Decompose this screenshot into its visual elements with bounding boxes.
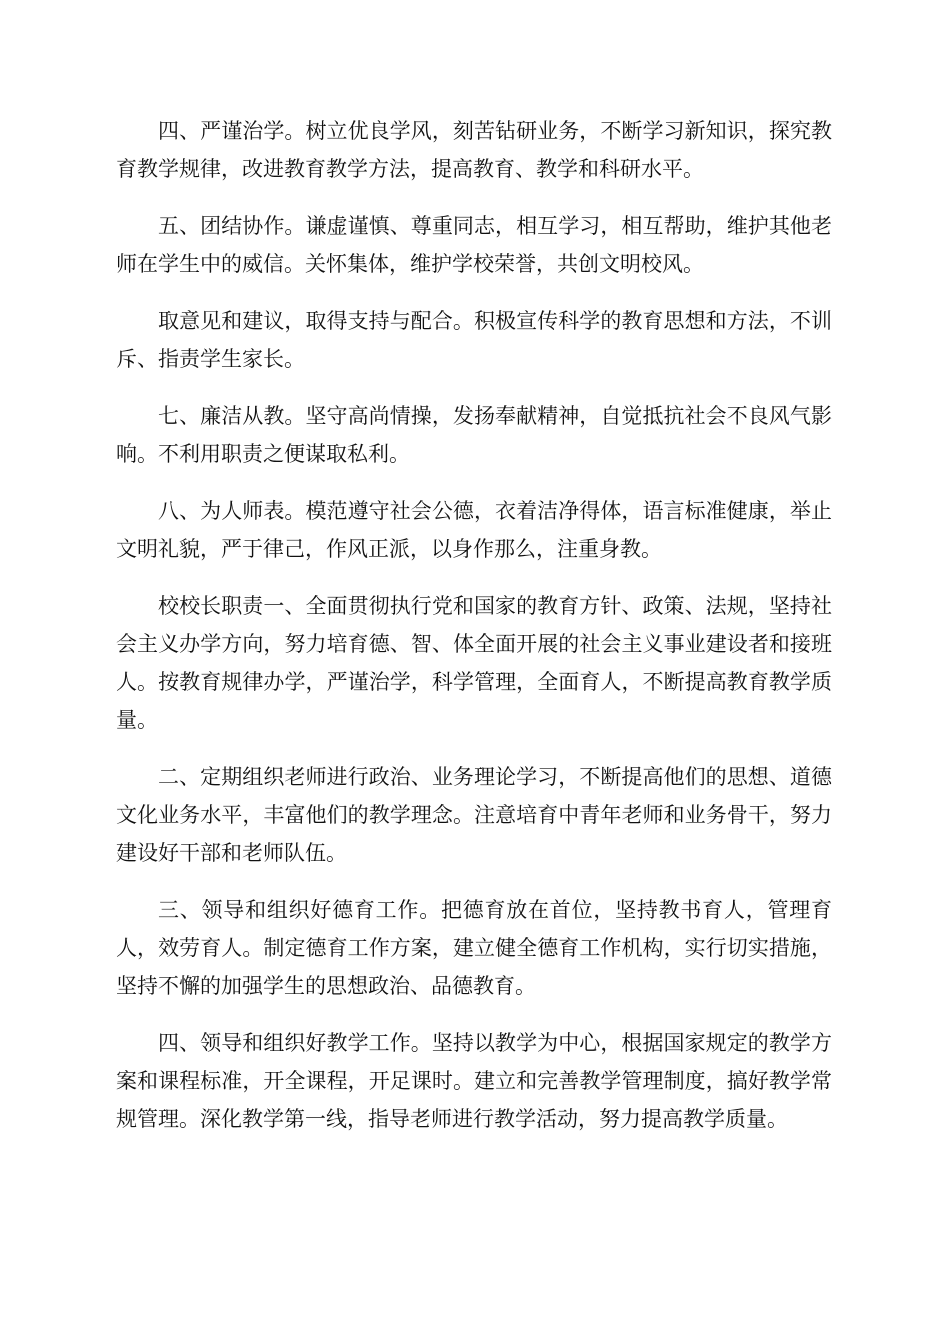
document-body bbox=[116, 112, 832, 1157]
paragraph-6: 校校长职责一、全面贯彻执行党和国家的教育方针、政策、法规，坚持社会主义办学方向，努力培育德、智、体全面开展的社会主义事业建设者和接班人。按教育规律办学，严谨治学，科学管理，全面育人，不断提高教育教学质量。 bbox=[116, 594, 832, 732]
paragraph-5: 八、为人师表。模范遵守社会公德，衣着洁净得体，语言标准健康，举止文明礼貌，严于律己，作风正派，以身作那么，注重身教。 bbox=[116, 499, 832, 561]
paragraph-4: 七、廉洁从教。坚守高尚情操，发扬奉献精神，自觉抵抗社会不良风气影响。不利用职责之便谋取私利。 bbox=[116, 404, 832, 466]
paragraph-8: 三、领导和组织好德育工作。把德育放在首位，坚持教书育人，管理育人，效劳育人。制定德育工作方案，建立健全德育工作机构，实行切实措施，坚持不懈的加强学生的思想政治、品德教育。 bbox=[116, 898, 832, 998]
paragraph-1: 四、严谨治学。树立优良学风，刻苦钻研业务，不断学习新知识，探究教育教学规律，改进教育教学方法，提高教育、教学和科研水平。 bbox=[116, 119, 832, 181]
paragraph-7: 二、定期组织老师进行政治、业务理论学习，不断提高他们的思想、道德文化业务水平，丰富他们的教学理念。注意培育中青年老师和业务骨干，努力建设好干部和老师队伍。 bbox=[116, 765, 832, 865]
paragraph-9: 四、领导和组织好教学工作。坚持以教学为中心，根据国家规定的教学方案和课程标准，开全课程，开足课时。建立和完善教学管理制度，搞好教学常规管理。深化教学第一线，指导老师进行教学活动，努力提高教学质量。 bbox=[116, 1031, 832, 1131]
paragraph-2: 五、团结协作。谦虚谨慎、尊重同志，相互学习，相互帮助，维护其他老师在学生中的威信。关怀集体，维护学校荣誉，共创文明校风。 bbox=[116, 214, 832, 276]
paragraph-3: 取意见和建议，取得支持与配合。积极宣传科学的教育思想和方法，不训斥、指责学生家长。 bbox=[116, 309, 832, 371]
